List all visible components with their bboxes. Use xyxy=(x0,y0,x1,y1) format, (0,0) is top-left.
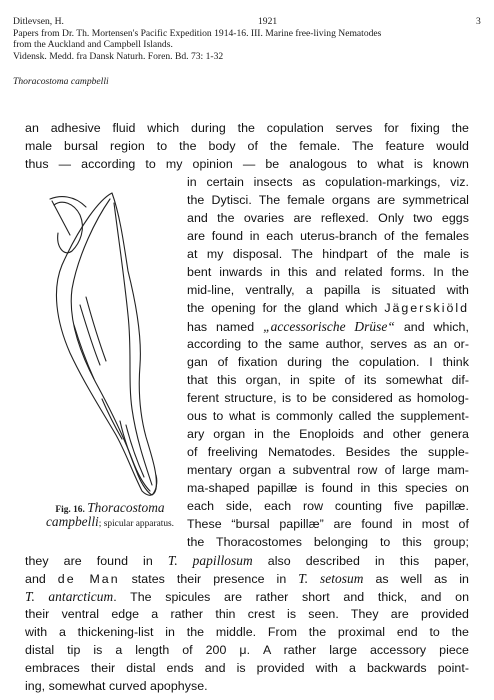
figure-caption xyxy=(40,502,180,530)
running-head-year: 1921 xyxy=(258,16,278,27)
body-line: bent inwards in this and related forms. In the xyxy=(187,265,469,279)
body-line: their ventral edge a rather thin crest is seen. They are provided xyxy=(25,607,469,621)
figure-label: Fig. 16. xyxy=(55,505,85,515)
text-span: as well as in xyxy=(375,572,470,586)
caption-species: Thoracostoma campbelli xyxy=(45,500,165,529)
running-head-author: Ditlevsen, H. xyxy=(13,16,64,27)
body-line: mid-line, ventrally, a papilla is situated with xyxy=(187,283,469,297)
body-line: and the ovaries are reflexed. Only two eggs xyxy=(187,211,469,225)
body-line: embraces their distal ends and is provided with a backwards point- xyxy=(25,661,469,675)
body-line xyxy=(25,588,469,606)
body-line xyxy=(187,318,469,336)
body-line: an adhesive fluid which during the copulation serves for fixing the xyxy=(25,121,469,135)
text-span: also described in this paper, xyxy=(267,554,469,568)
body-line xyxy=(187,300,469,317)
text-span: and which, xyxy=(403,320,469,334)
text-span: they are found in xyxy=(25,554,153,568)
body-line: in certain insects as copulation-markings, viz. xyxy=(187,175,469,189)
series-title-line-2: from the Auckland and Campbell Islands. xyxy=(13,39,173,50)
body-line: thus — according to my opinion — be analogous to what is known xyxy=(25,157,469,171)
body-line: ous to what is commonly called the supplement- xyxy=(187,409,469,423)
body-line: at my disposal. The hindpart of the male is xyxy=(187,247,469,261)
body-line: mentary organ a subventral row of large mam- xyxy=(187,463,469,477)
text-span: the opening for the gland which xyxy=(187,301,378,315)
italic-term: „accessorische Drüse“ xyxy=(263,319,395,334)
author-name: Jägerskiöld xyxy=(384,301,469,315)
body-line: with a thickening-list in the middle. From the proximal end to the xyxy=(25,625,469,639)
text-span: has named xyxy=(187,320,255,334)
body-line: distal tip is a length of 200 μ. A rather large accessory piece xyxy=(25,643,469,657)
body-line: gan of fixation during the copulation. I think xyxy=(187,355,469,369)
body-line xyxy=(25,552,469,570)
body-line: These “bursal papillæ” are found in most of xyxy=(187,517,469,531)
text-span: states their presence in xyxy=(131,572,287,586)
journal-citation: Vidensk. Medd. fra Dansk Naturh. Foren. Bd. 73: 1-32 xyxy=(13,51,224,62)
body-line: each side, each row counting five papillæ. xyxy=(187,499,469,513)
body-line: ary organ in the Enoploids and other genera xyxy=(187,427,469,441)
text-span: and xyxy=(25,572,46,586)
series-title-line-1: Papers from Dr. Th. Mortensen's Pacific Expedition 1914-16. III. Marine free-living Nematodes xyxy=(13,28,382,39)
species-name: T. papillosum xyxy=(167,553,253,568)
text-span: . The spicules are rather short and thick, and on xyxy=(113,590,470,604)
body-line: the Dytisci. The female organs are symmetrical xyxy=(187,193,469,207)
body-line: ferent structure, is to be considered as homolog- xyxy=(187,391,469,405)
body-line: ma-shaped papillæ is found in this species on xyxy=(187,481,469,495)
body-line: the Thoracostomes belonging to this group; xyxy=(187,535,469,549)
page-number: 3 xyxy=(476,16,481,27)
body-line: male bursal region to the body of the female. The feature would xyxy=(25,139,469,153)
body-line: that this organ, in spite of its somewhat dif- xyxy=(187,373,469,387)
caption-text: ; spicular apparatus. xyxy=(98,519,175,529)
body-line: according to the same author, serves as an or- xyxy=(187,337,469,351)
species-heading: Thoracostoma campbelli xyxy=(13,76,109,87)
species-name: T. setosum xyxy=(298,571,364,586)
body-line: of freeliving Nematodes. Besides the supple- xyxy=(187,445,469,459)
body-line: ing, somewhat curved apophyse. xyxy=(25,679,208,693)
body-line: are found in each uterus-branch of the females xyxy=(187,229,469,243)
body-line xyxy=(25,570,469,588)
spicular-apparatus-figure xyxy=(40,185,180,505)
species-name: T. antarcticum xyxy=(25,589,114,604)
author-name: de Man xyxy=(57,572,120,586)
